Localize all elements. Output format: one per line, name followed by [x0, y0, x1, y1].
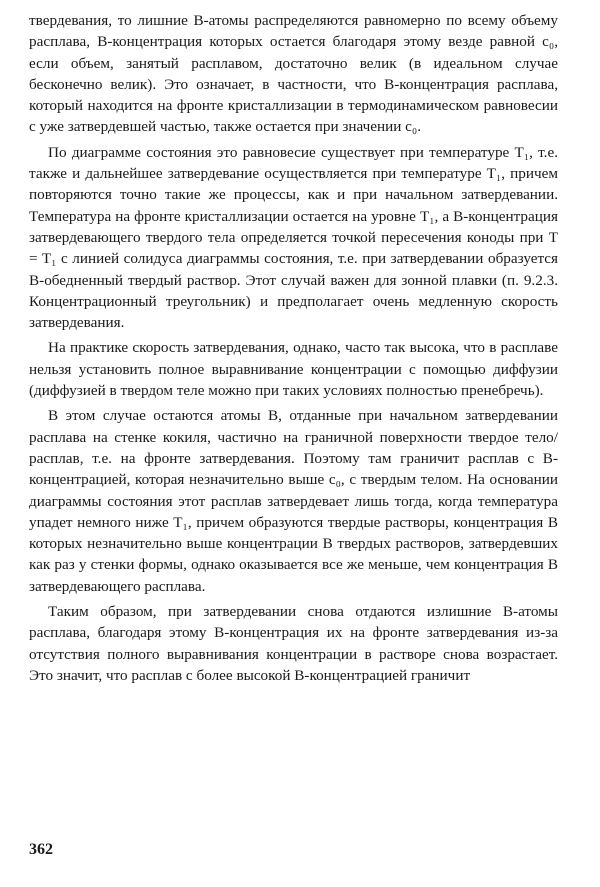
paragraph-5: Таким образом, при затвердевании снова отдаются излишние B-атомы расплава, благодаря этому B-концентрация их на фронте затвердевания из-за отсутствия полного выравнивания концентрации в растворе снова возрастает. Это значит, что расплав с более высокой B-концентрацией граничит [29, 603, 558, 684]
page-body [29, 10, 558, 690]
page-number: 362 [29, 841, 53, 858]
paragraph-3: На практике скорость затвердевания, однако, часто так высока, что в расплаве нельзя установить полное выравнивание концентрации с помощью диффузии (диффузией в твердом теле можно при таких условиях полностью пренебречь). [29, 339, 558, 400]
paragraph-4: В этом случае остаются атомы B, отданные при начальном затвердевании расплава на стенке кокиля, частично на граничной поверхности твердое тело/расплав, т.е. на фронте затвердевания. Поэтому там граничит расплав с B-концентрацией, которая незначительно выше c₀, с твердым телом. На основании диаграммы состояния этот расплав затвердевает лишь тогда, когда температура упадет немного ниже T₁, причем образуются твердые растворы, концентрация B которых незначительно выше концентрации B твердых растворов, затвердевших как раз у стенки формы, однако оказывается все же меньше, чем концентрация B затвердевающего расплава. [29, 407, 558, 595]
paragraph-1: твердевания, то лишние B-атомы распределяются равномерно по всему объему расплава, B-концентрация которых остается благодаря этому везде равной c₀, если объем, занятый расплавом, достаточно велик (в идеальном случае бесконечно велик). Это означает, в частности, что B-концентрация расплава, который находится на фронте кристаллизации в термодинамическом равновесии с уже затвердевшей частью, также остается при значении c₀. [29, 12, 558, 136]
paragraph-2: По диаграмме состояния это равновесие существует при температуре T₁, т.е. также и дальнейшее затвердевание осуществляется при температуре T₁, причем повторяются точно такие же процессы, как и при начальном затвердевании. Температура на фронте кристаллизации остается на уровне T₁, а B-концентрация затвердевающего твердого тела определяется точкой пересечения коноды при T = T₁ с линией солидуса диаграммы состояния, т.е. при затвердевании образуется B-обедненный твердый раствор. Этот случай важен для зонной плавки (п. 9.2.3. Концентрационный треугольник) и предполагает очень медленную скорость затвердевания. [29, 143, 558, 332]
